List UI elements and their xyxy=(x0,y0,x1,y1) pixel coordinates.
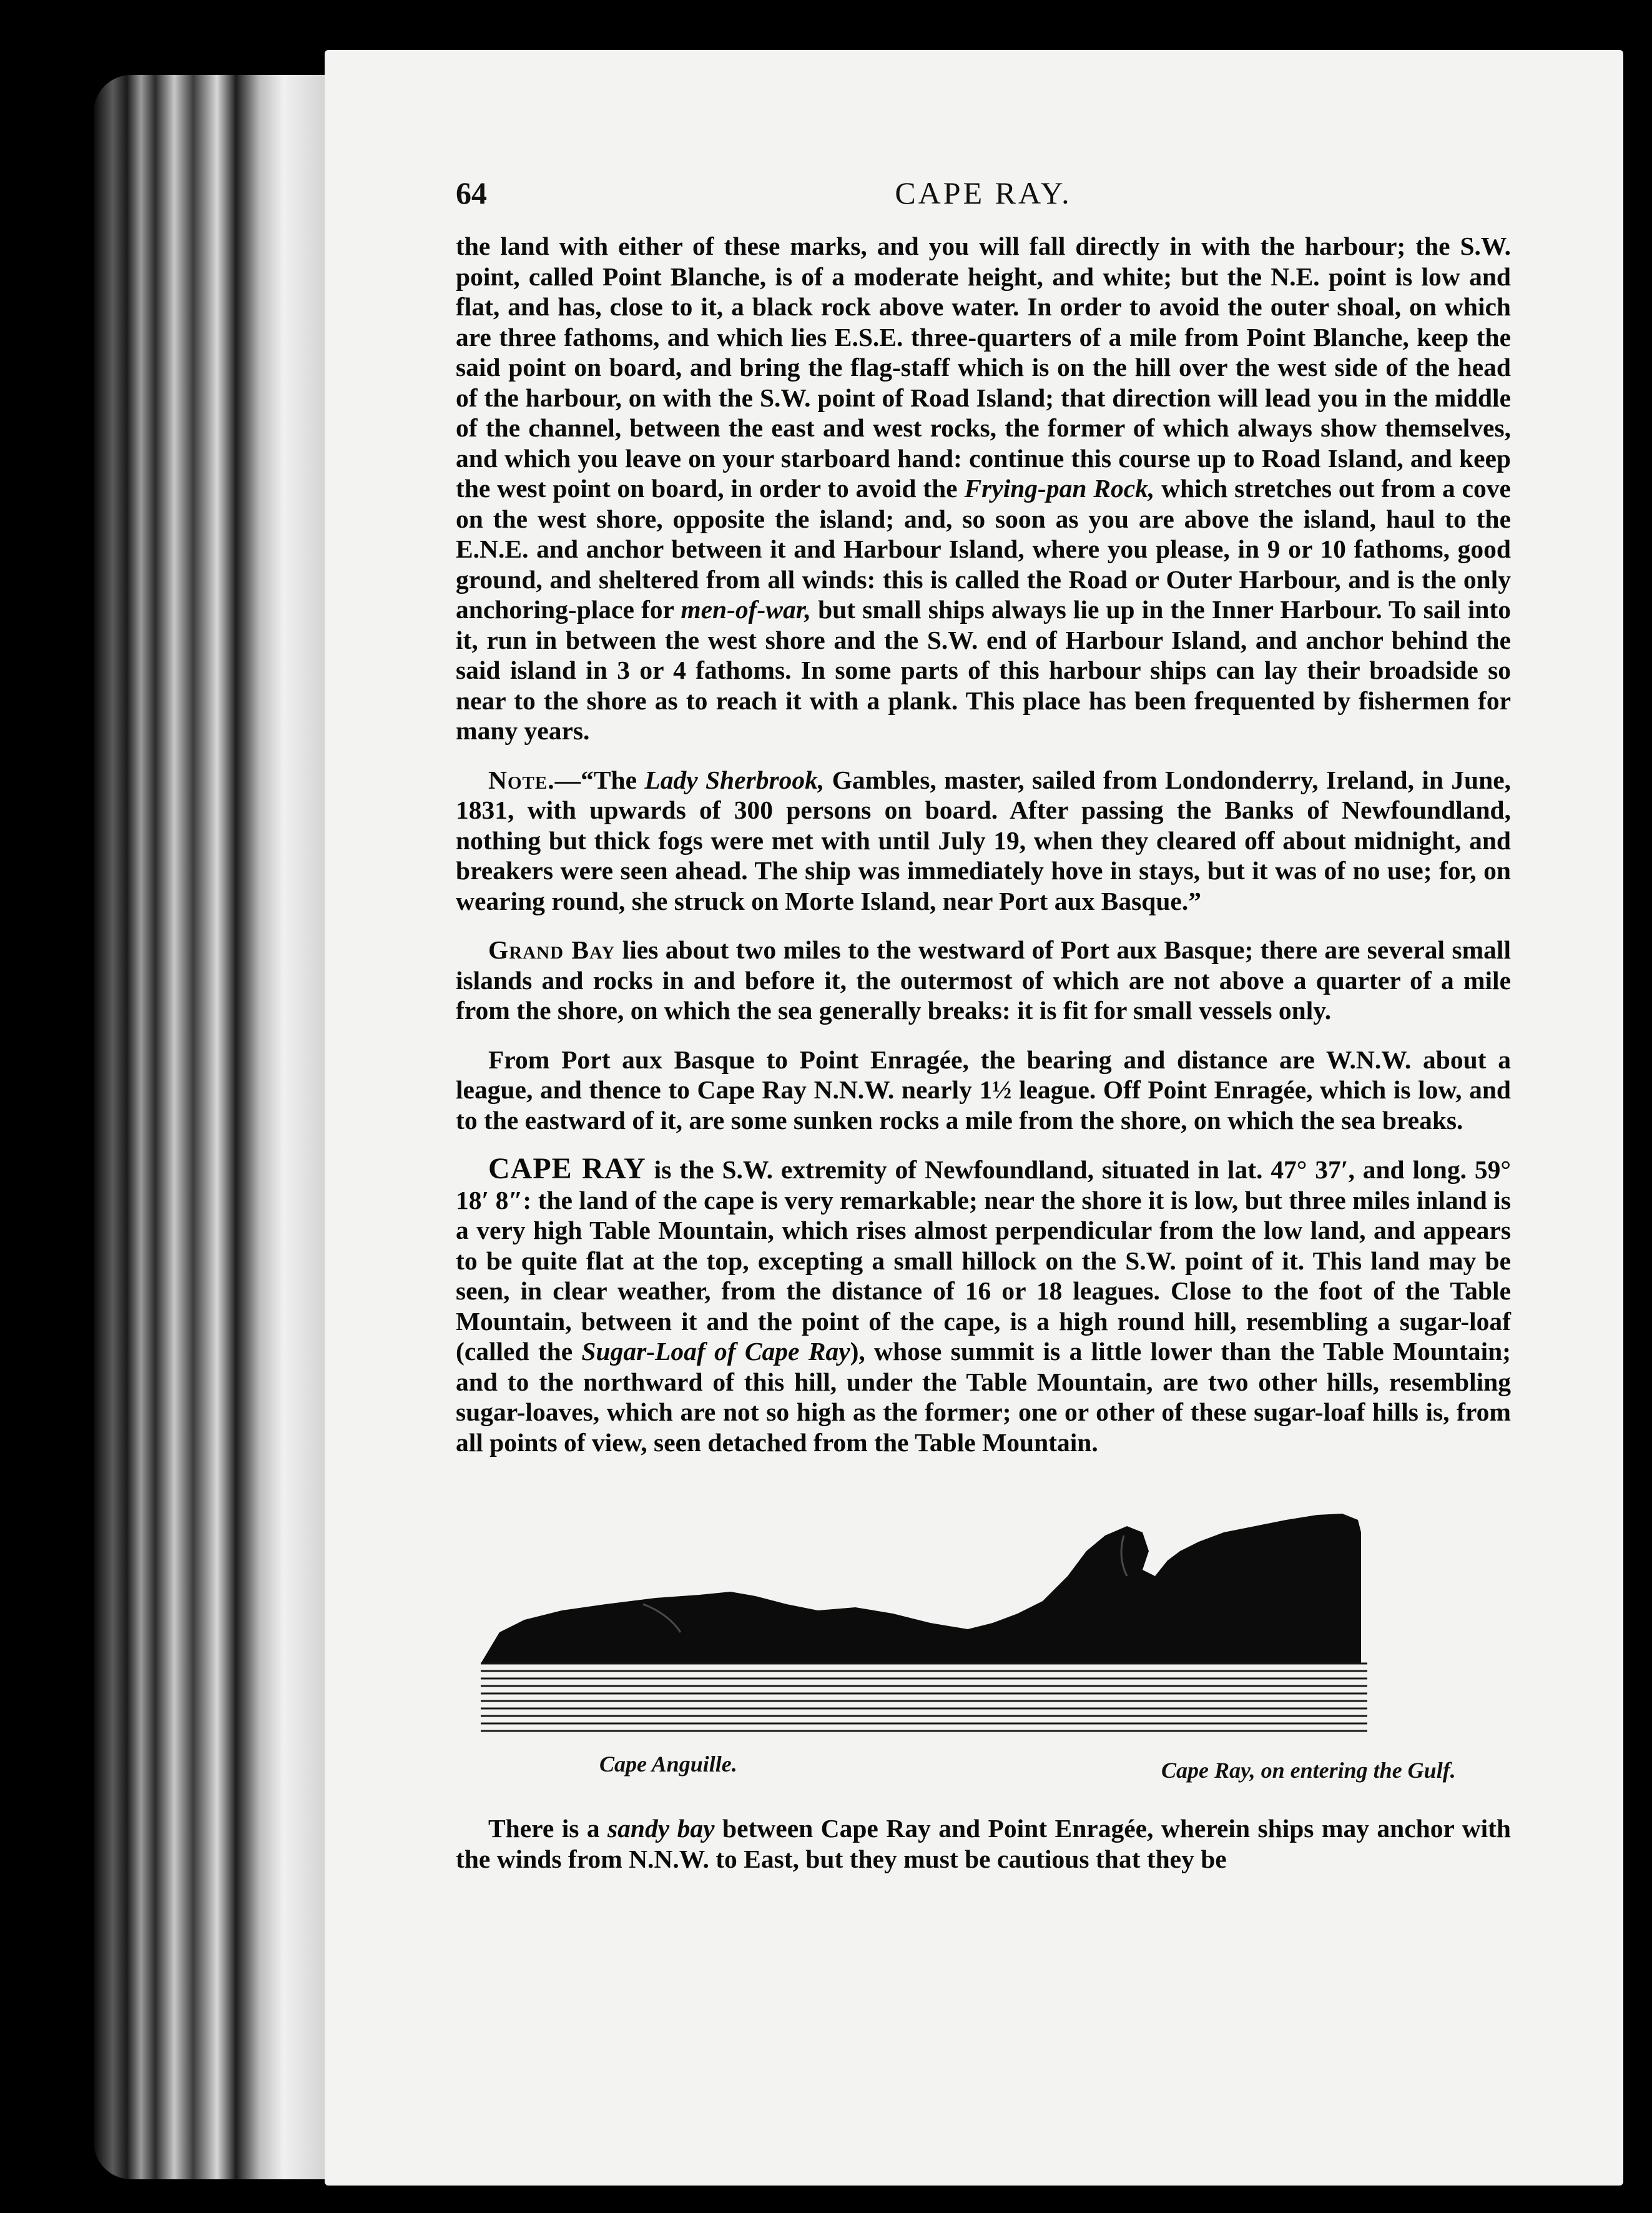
text-span: ), whose summit is a little lower than the Table Mountain; and to the northward of this hill, under the Table Mountain, are two other hills, resembling sugar-loaves, which are not so high as the former; one or other of these sugar-loaf hills is, from all points of view, seen detached from the Table Mountain. xyxy=(456,1337,1511,1457)
paragraph-note xyxy=(456,765,1511,917)
text-span: is the S.W. extremity of Newfoundland, situated in lat. 47° 37′, and long. 59° 18′ 8″: the land of the cape is very remarkable; near the shore it is low, but three miles inland is a very high Table Mountain, which rises almost perpendicular from the low land, and appears to be quite flat at the top, excepting a small hillock on the S.W. point of it. This land may be seen, in clear weather, from the distance of 16 or 18 leagues. Close to the foot of the Table Mountain, between it and the point of the cape, is a high round hill, resembling a sugar-loaf (called the xyxy=(456,1155,1512,1366)
text-span: There is a xyxy=(488,1814,608,1843)
text-span: the land with either of these marks, and you will fall directly in with the harbour; the S.W. point, called Point Blanche, is of a moderate height, and white; but the N.E. point is low and flat, and has, close to it, a black rock above water. In order to avoid the outer shoal, on which are three fathoms, and which lies E.S.E. three-quarters of a mile from Point Blanche, keep the said point on board, and bring the flag-staff which is on the hill over the west side of the head of the harbour, on with the S.W. point of Road Island; that direction will lead you in the middle of the channel, between the east and west rocks, the former of which always show themselves, and which you leave on your starboard hand: continue this course up to Road Island, and keep the west point on board, in order to avoid the xyxy=(456,232,1511,503)
text-span: between Cape Ray and Point Enragée, wherein ships may anchor with the winds from N.N.W. to East, but they must be cautious that they be xyxy=(456,1814,1511,1873)
italic-span: sandy bay xyxy=(607,1814,715,1843)
italic-span: men-of-war, xyxy=(681,595,811,624)
text-span: which stretches out from a cove on the west shore, opposite the island; and, so soon as you are above the island, haul to the E.N.E. and anchor between it and Harbour Island, where you please, in 9 or 10 fathoms, good ground, and sheltered from all winds: this is called the Road or Outer Harbour, and is the only anchoring-place for xyxy=(456,474,1511,624)
italic-span: Sugar-Loaf of Cape Ray xyxy=(581,1337,850,1366)
paragraph-sandy-bay xyxy=(456,1813,1511,1874)
text-span: —“The xyxy=(554,765,645,794)
italic-span: Frying-pan Rock, xyxy=(964,474,1155,503)
book-page xyxy=(325,50,1623,2186)
page-content xyxy=(456,175,1511,1893)
paragraph-grand-bay xyxy=(456,935,1511,1026)
text-span: lies about two miles to the westward of Port aux Basque; there are several small islands and rocks in and before it, the outermost of which are not above a quarter of a mile from the shore, on which the sea generally breaks: it is fit for small vessels only. xyxy=(456,935,1511,1025)
paragraph-point-enragee xyxy=(456,1045,1511,1136)
running-head: CAPE RAY. xyxy=(895,175,1072,210)
italic-span: Lady Sherbrook, xyxy=(644,765,825,794)
paragraph-harbour-directions xyxy=(456,231,1511,746)
text-span: Gambles, master, sailed from Londonderry, Ireland, in June, 1831, with upwards of 300 persons on board. After passing the Banks of Newfoundland, nothing but thick fogs were met with until July 19, when they cleared off about midnight, and breakers were seen ahead. The ship was immediately hove in stays, but it was of no use; for, on wearing round, she struck on Morte Island, near Port aux Basque.” xyxy=(456,765,1511,915)
page-number: 64 xyxy=(456,175,487,210)
cape-ray-label: CAPE RAY xyxy=(488,1152,646,1185)
grand-bay-label: Grand Bay xyxy=(488,935,616,964)
coastal-view-figure xyxy=(456,1476,1511,1813)
book-binding xyxy=(94,75,331,2179)
paragraph-cape-ray xyxy=(456,1154,1511,1457)
text-span: From Port aux Basque to Point Enragée, the bearing and distance are W.N.W. about a league, and thence to Cape Ray N.N.W. nearly 1½ league. Off Point Enragée, which is low, and to the eastward of it, are some sunken rocks a mile from the shore, on which the sea breaks. xyxy=(456,1045,1511,1135)
note-label: Note. xyxy=(488,765,555,794)
caption-cape-ray: Cape Ray, on entering the Gulf. xyxy=(1161,1758,1456,1783)
text-span: but small ships always lie up in the Inner Harbour. To sail into it, run in between the west shore and the S.W. end of Harbour Island, and anchor behind the said island in 3 or 4 fathoms. In some parts of this harbour ships can lay their broadside so near to the shore as to reach it with a plank. This place has been frequented by fishermen for many years. xyxy=(456,595,1512,745)
page-header xyxy=(456,175,1511,231)
caption-cape-anguille: Cape Anguille. xyxy=(599,1752,737,1777)
coastline-illustration xyxy=(456,1476,1511,1745)
land-silhouette xyxy=(481,1514,1361,1663)
